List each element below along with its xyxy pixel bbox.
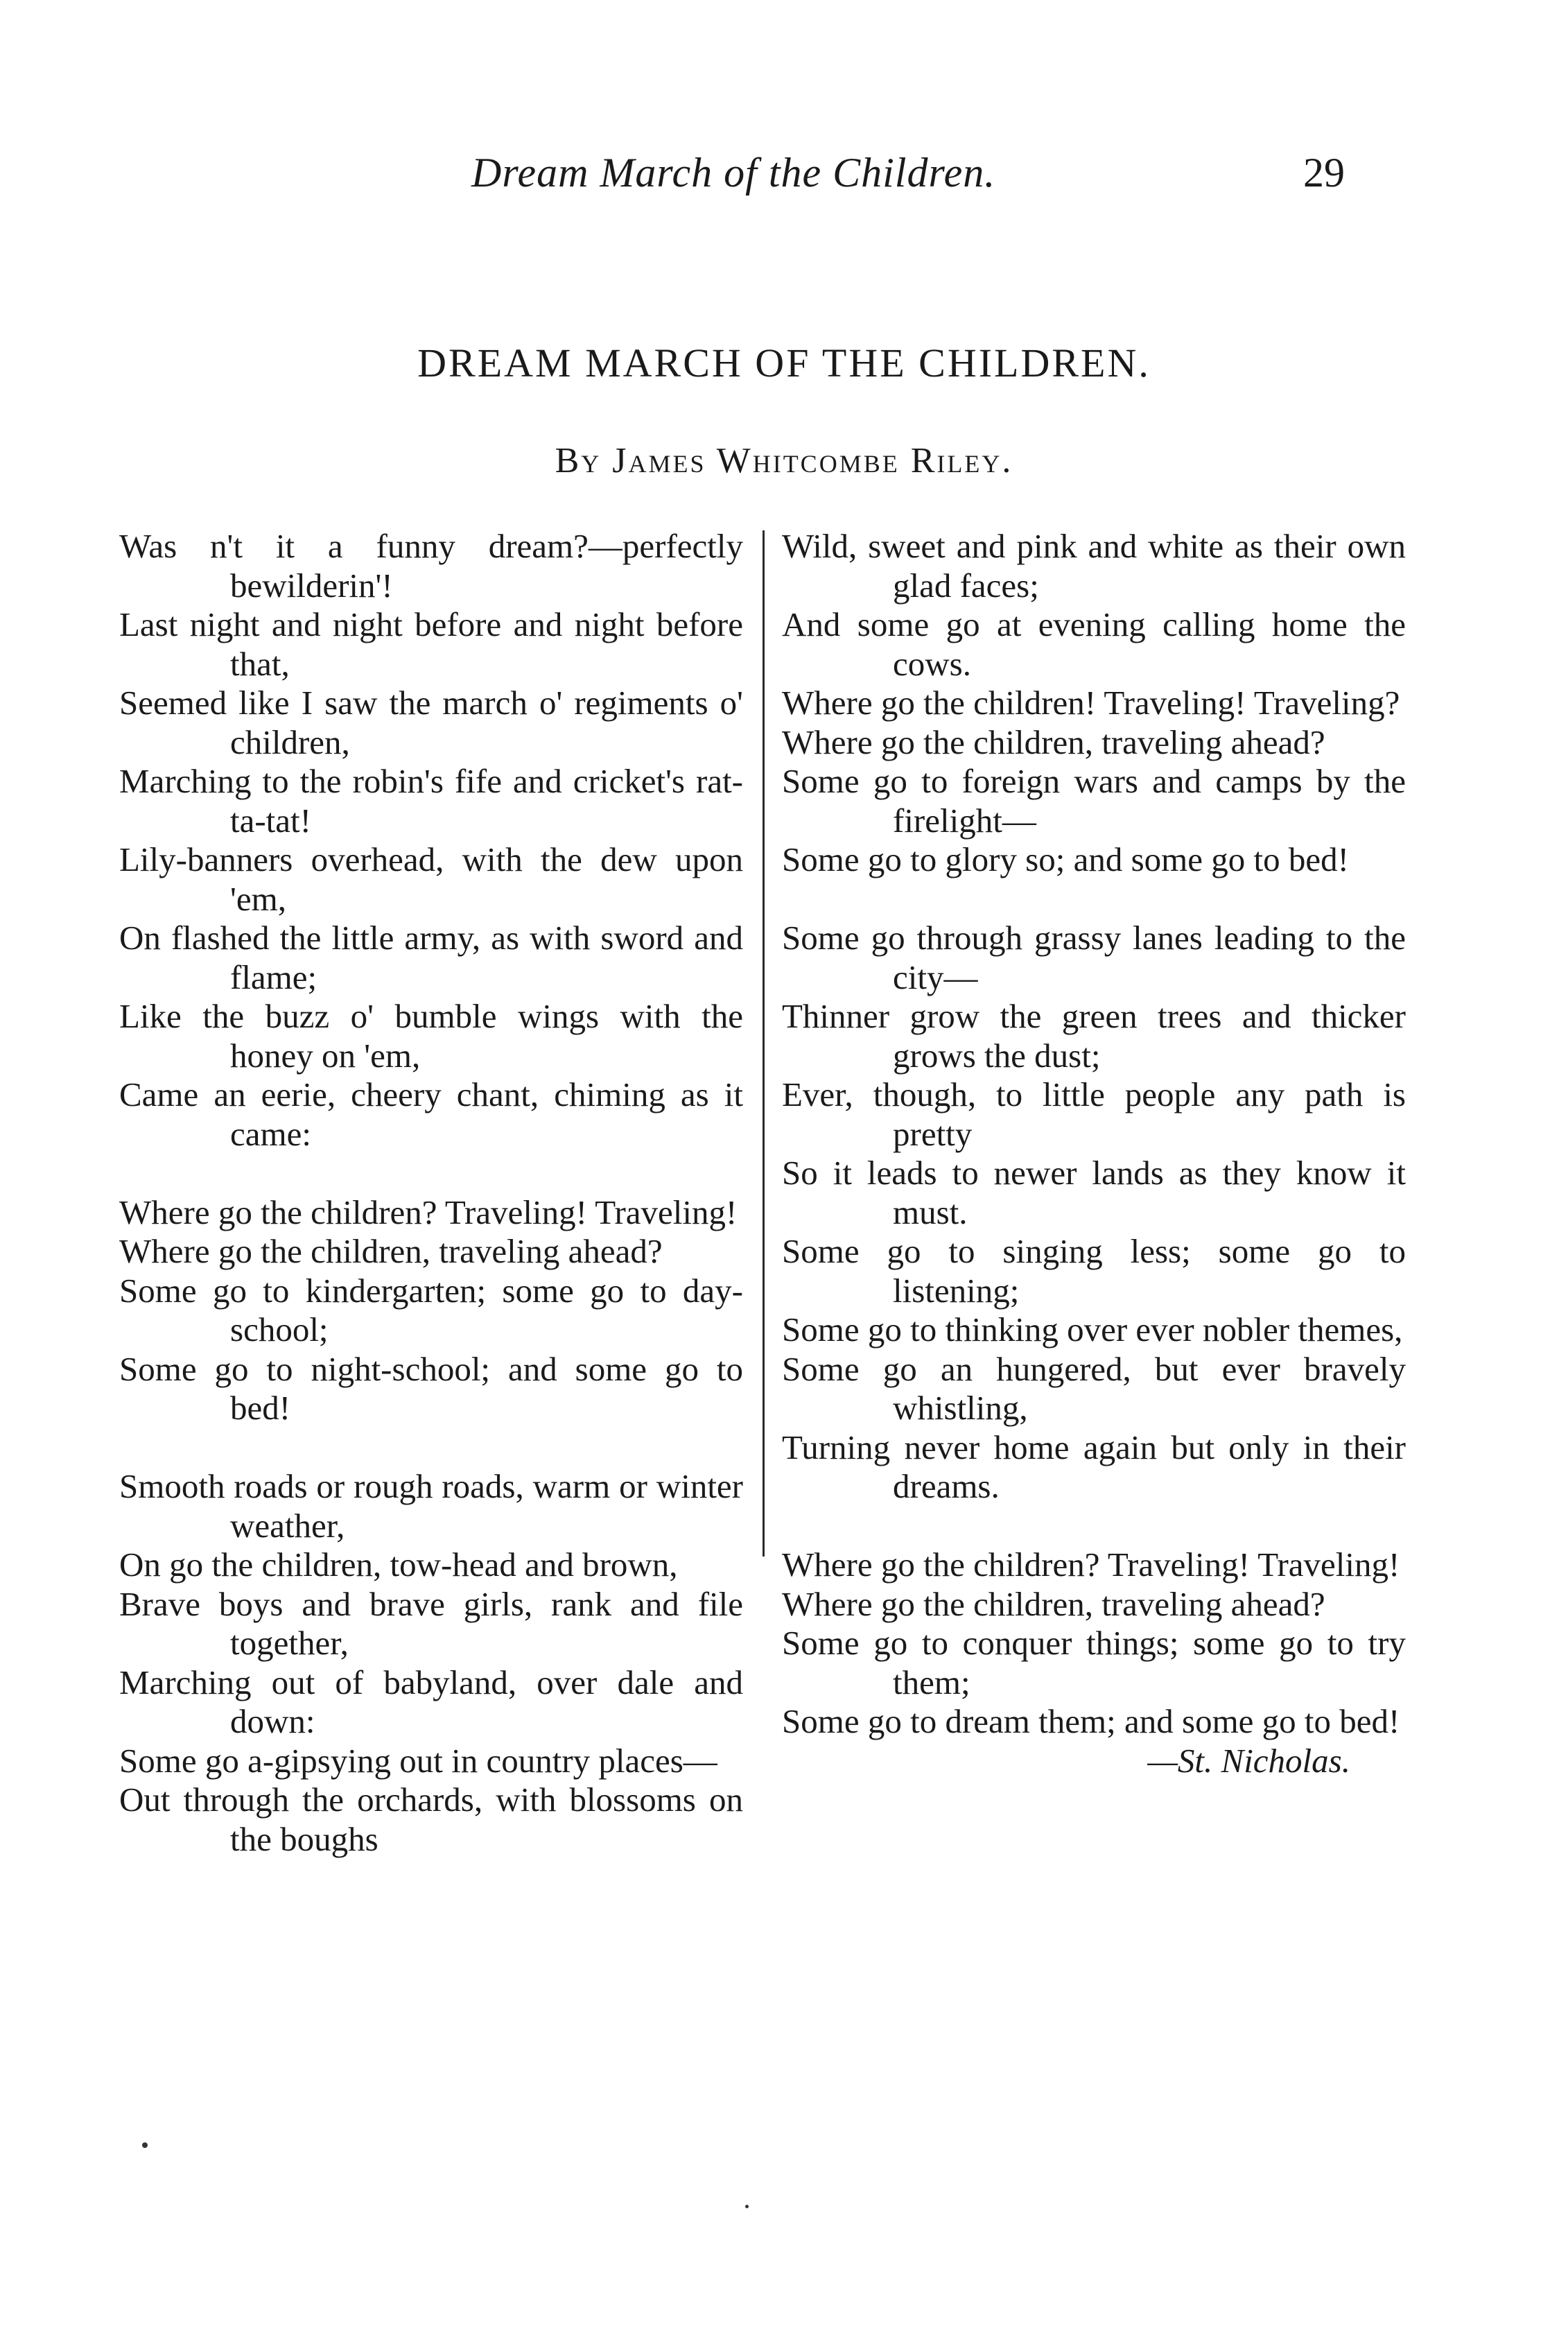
verse-line: Came an eerie, cheery chant, chiming as it came: <box>119 1075 743 1153</box>
verse-line: Some go to glory so; and some go to bed! <box>782 840 1349 878</box>
verse-line: Smooth roads or rough roads, warm or winter weather, <box>119 1467 743 1545</box>
verse-line: Where go the children, traveling ahead? <box>782 1584 1325 1623</box>
verse-line: And some go at evening calling home the cows. <box>782 605 1406 683</box>
stanza <box>119 527 743 1154</box>
running-head <box>0 149 1568 205</box>
right-column <box>782 527 1406 1780</box>
verse-line: Some go to foreign wars and camps by the firelight— <box>782 762 1406 840</box>
stanza <box>782 1545 1406 1742</box>
verse-line: Where go the children, traveling ahead? <box>119 1232 663 1270</box>
verse-line: Seemed like I saw the march o' regiments o' children, <box>119 684 743 761</box>
verse-line: Marching to the robin's fife and cricket's rat-ta-tat! <box>119 762 743 840</box>
verse-line: Out through the orchards, with blossoms on the boughs <box>119 1780 743 1858</box>
print-speck <box>142 2142 148 2148</box>
verse-line: Marching out of babyland, over dale and down: <box>119 1663 743 1740</box>
stanza <box>119 1193 743 1428</box>
verse-line: Some go through grassy lanes leading to the city— <box>782 919 1406 996</box>
verse-line: Where go the children? Traveling! Traveling! <box>119 1193 738 1231</box>
verse-line: Where go the children! Traveling! Traveling? <box>782 684 1400 722</box>
stanza <box>782 527 1406 880</box>
verse-line: Some go to thinking over ever nobler themes, <box>782 1310 1403 1349</box>
verse-line: Where go the children? Traveling! Traveling! <box>782 1545 1400 1584</box>
verse-line: Thinner grow the green trees and thicker grows the dust; <box>782 997 1406 1075</box>
verse-line: Lily-banners overhead, with the dew upon 'em, <box>119 840 743 918</box>
page-number: 29 <box>1303 150 1345 196</box>
stanza <box>782 919 1406 1507</box>
verse-line: On go the children, tow-head and brown, <box>119 1545 678 1584</box>
verse-line: Turning never home again but only in their dreams. <box>782 1428 1406 1505</box>
verse-line: Like the buzz o' bumble wings with the honey on 'em, <box>119 997 743 1075</box>
poem-byline: By James Whitcombe Riley. <box>555 441 1013 480</box>
poem-source: —St. Nicholas. <box>1147 1741 1350 1780</box>
verse-line: Last night and night before and night before that, <box>119 605 743 683</box>
verse-line: Wild, sweet and pink and white as their own glad faces; <box>782 527 1406 605</box>
verse-line: Was n't it a funny dream?—perfectly bewilderin'! <box>119 527 743 605</box>
running-title: Dream March of the Children. <box>471 150 996 196</box>
verse-line: So it leads to newer lands as they know it must. <box>782 1154 1406 1231</box>
left-column <box>119 527 743 1898</box>
poem-title: DREAM MARCH OF THE CHILDREN. <box>417 340 1151 385</box>
stanza <box>119 1467 743 1859</box>
verse-line: Some go to kindergarten; some go to day-school; <box>119 1271 743 1349</box>
verse-line: Some go to night-school; and some go to bed! <box>119 1349 743 1427</box>
verse-line: Ever, though, to little people any path is pretty <box>782 1075 1406 1153</box>
verse-line: Brave boys and brave girls, rank and file together, <box>119 1584 743 1662</box>
verse-line: On flashed the little army, as with sword and flame; <box>119 919 743 996</box>
verse-line: Where go the children, traveling ahead? <box>782 722 1325 761</box>
verse-line: Some go to dream them; and some go to bed! <box>782 1702 1400 1740</box>
print-speck <box>745 2205 749 2208</box>
verse-line: Some go to singing less; some go to listening; <box>782 1232 1406 1310</box>
verse-line: Some go a-gipsying out in country places— <box>119 1741 717 1780</box>
verse-line: Some go an hungered, but ever bravely whistling, <box>782 1349 1406 1427</box>
verse-line: Some go to conquer things; some go to try them; <box>782 1624 1406 1701</box>
column-divider <box>763 530 765 1557</box>
